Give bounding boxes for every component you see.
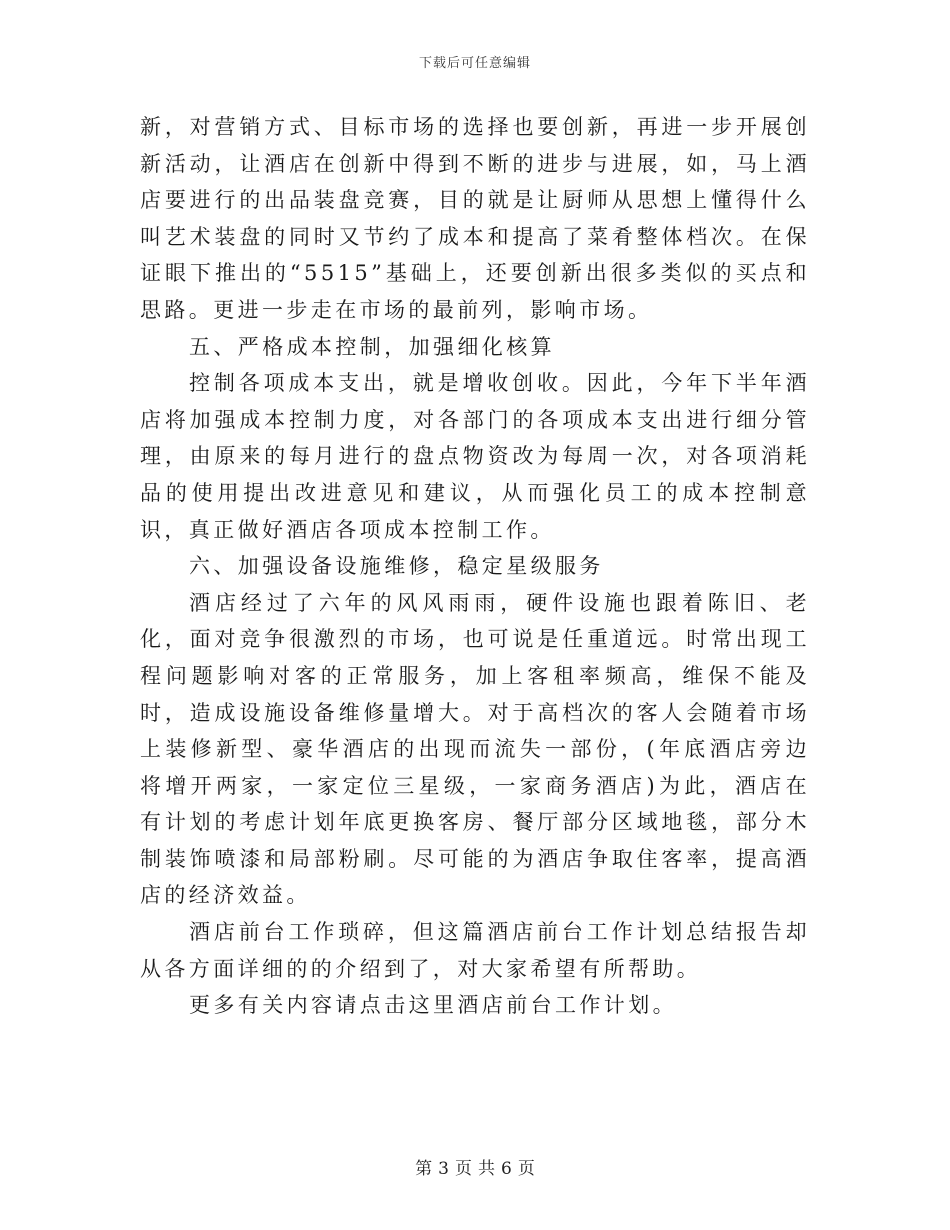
body-paragraph: 控制各项成本支出，就是增收创收。因此，今年下半年酒店将加强成本控制力度，对各部门的各项成本支出进行细分管理，由原来的每月进行的盘点物资改为每周一次，对各项消耗品的使用提出改进意见和建议，从而强化员工的成本控制意识，真正做好酒店各项成本控制工作。 bbox=[140, 371, 810, 542]
document-body bbox=[140, 109, 810, 1024]
section-heading: 五、严格成本控制，加强细化核算 bbox=[189, 334, 555, 359]
page-footer bbox=[0, 1154, 950, 1179]
body-paragraph: 新，对营销方式、目标市场的选择也要创新，再进一步开展创新活动，让酒店在创新中得到不断的进步与进展，如，马上酒店要进行的出品装盘竞赛，目的就是让厨师从思想上懂得什么叫艺术装盘的同时又节约了成本和提高了菜肴整体档次。在保证眼下推出的“5515”基础上，还要创新出很多类似的买点和思路。更进一步走在市场的最前列，影响市场。 bbox=[140, 115, 810, 322]
page-header: 下载后可任意编辑 bbox=[418, 56, 531, 71]
total-pages-number: 6 bbox=[501, 1159, 512, 1179]
footer-suffix: 页 bbox=[517, 1159, 535, 1179]
current-page-number: 3 bbox=[438, 1159, 449, 1179]
footer-page-word: 页 bbox=[455, 1159, 472, 1179]
body-paragraph: 酒店经过了六年的风风雨雨，硬件设施也跟着陈旧、老化，面对竞争很激烈的市场，也可说是任重道远。时常出现工程问题影响对客的正常服务，加上客租率频高，维保不能及时，造成设施设备维修量增大。对于高档次的客人会随着市场上装修新型、豪华酒店的出现而流失一部份，(年底酒店旁边将增开两家，一家定位三星级，一家商务酒店)为此，酒店在有计划的考虑计划年底更换客房、餐厅部分区域地毯，部分木制装饰喷漆和局部粉刷。尽可能的为酒店争取住客率，提高酒店的经济效益。 bbox=[140, 590, 810, 908]
footer-prefix: 第 bbox=[415, 1159, 433, 1179]
footer-total-word: 共 bbox=[478, 1159, 495, 1179]
body-paragraph: 酒店前台工作琐碎，但这篇酒店前台工作计划总结报告却从各方面详细的的介绍到了，对大家希望有所帮助。 bbox=[140, 920, 810, 981]
related-link-paragraph[interactable]: 更多有关内容请点击这里酒店前台工作计划。 bbox=[189, 993, 677, 1018]
section-heading: 六、加强设备设施维修，稳定星级服务 bbox=[189, 554, 604, 579]
